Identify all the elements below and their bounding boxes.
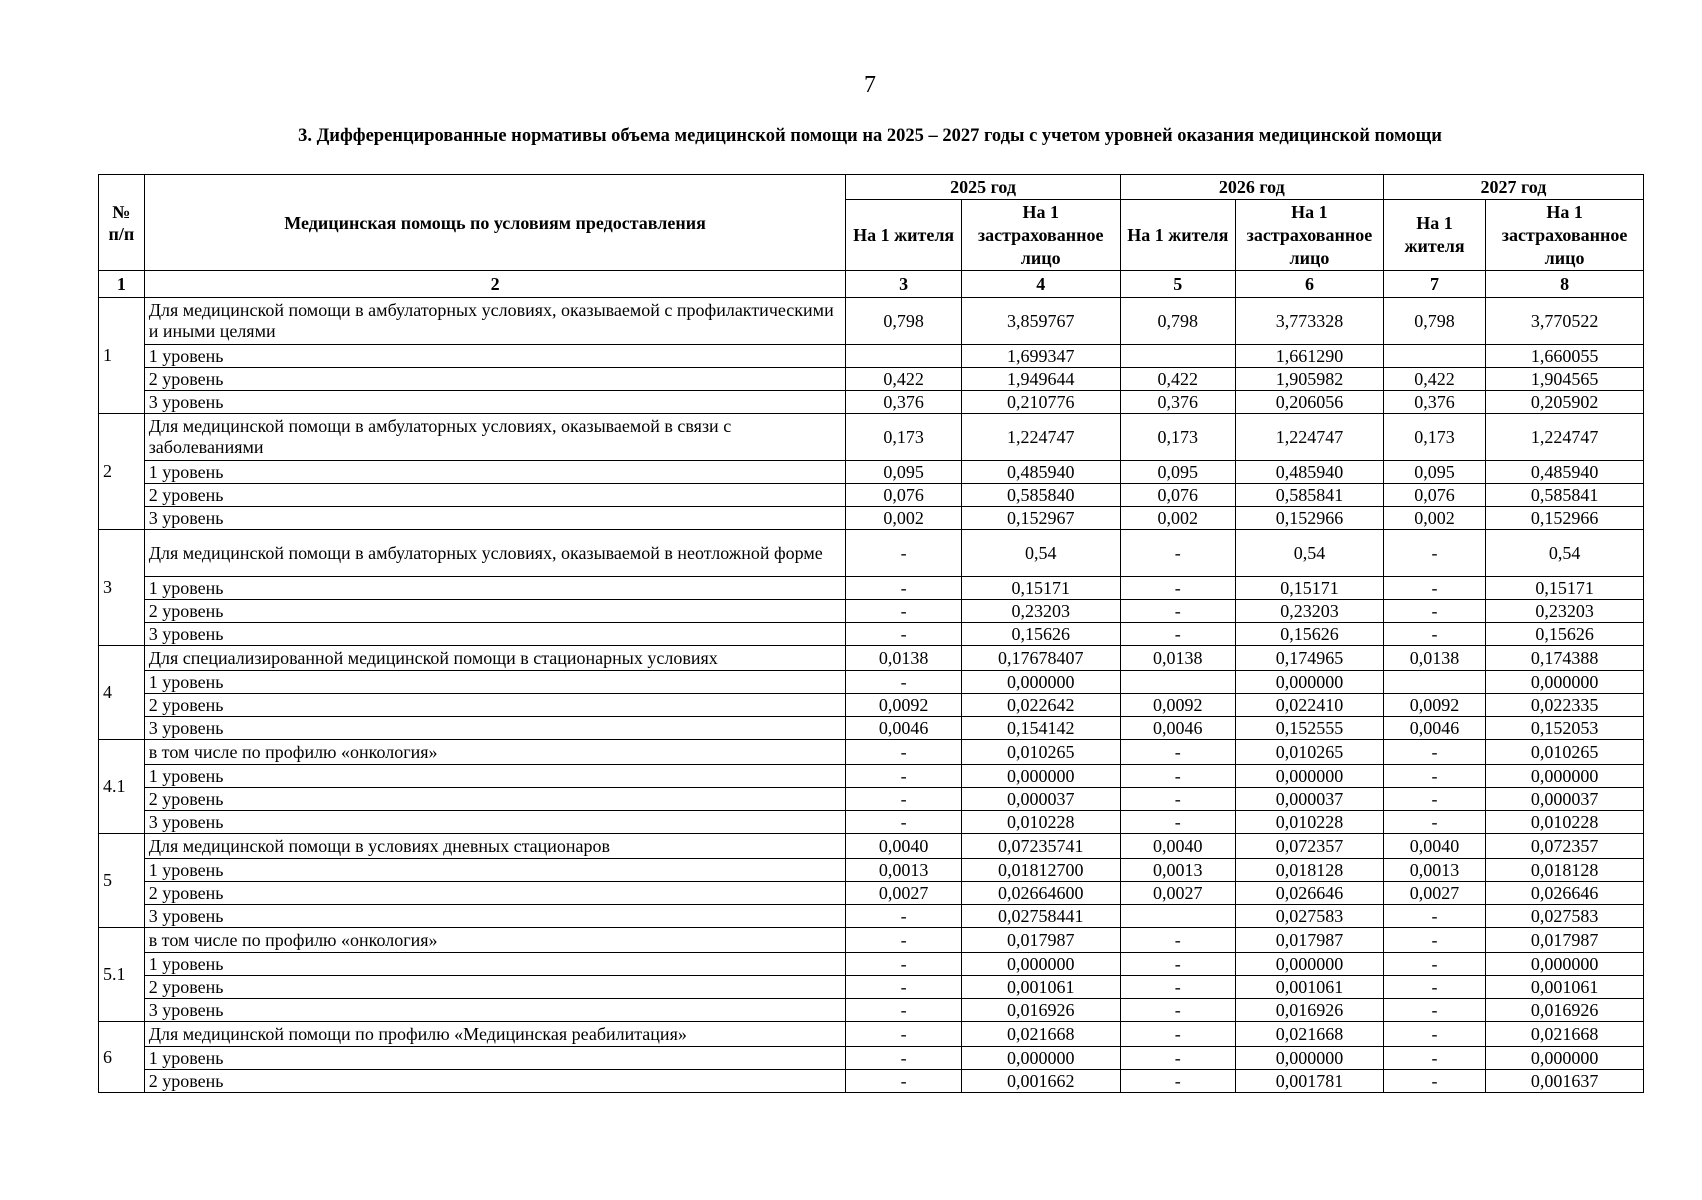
table-row [99,507,1644,530]
value-per-insured: 0,000000 [1486,671,1644,694]
table-header [99,175,1644,298]
value-per-insured: 0,001061 [1486,976,1644,999]
value-per-resident: - [1383,905,1485,928]
value-per-insured: 1,661290 [1235,345,1383,368]
value-per-resident: - [1383,999,1485,1022]
value-per-insured: 3,770522 [1486,298,1644,345]
value-per-resident: - [1120,740,1235,765]
value-per-resident: - [846,600,961,623]
value-per-resident: 0,0027 [846,882,961,905]
row-number: 5 [99,834,145,928]
value-per-insured: 0,152555 [1235,717,1383,740]
row-level-name: 2 уровень [144,882,846,905]
value-per-resident: - [1383,765,1485,788]
row-level-name: 3 уровень [144,999,846,1022]
row-category-name: Для медицинской помощи по профилю «Медицинская реабилитация» [144,1022,846,1047]
row-level-name: 1 уровень [144,859,846,882]
value-per-resident: - [846,811,961,834]
table-row [99,414,1644,461]
value-per-resident: 0,076 [1383,484,1485,507]
row-level-name: 3 уровень [144,391,846,414]
value-per-resident: - [846,999,961,1022]
table-row [99,484,1644,507]
value-per-insured: 0,001061 [1235,976,1383,999]
page-number: 7 [864,72,876,98]
row-level-name: 3 уровень [144,623,846,646]
value-per-insured: 0,206056 [1235,391,1383,414]
value-per-resident: - [1383,788,1485,811]
value-per-resident: - [1120,577,1235,600]
value-per-resident: 0,095 [1120,461,1235,484]
header-per-resident: На 1 жителя [1120,200,1235,271]
table-row [99,1047,1644,1070]
value-per-insured: 0,23203 [961,600,1120,623]
table-row [99,646,1644,671]
value-per-resident: - [1120,1047,1235,1070]
value-per-resident: - [846,905,961,928]
value-per-resident: 0,076 [846,484,961,507]
value-per-insured: 0,010228 [961,811,1120,834]
table-row [99,717,1644,740]
value-per-resident: - [1383,1070,1485,1093]
value-per-insured: 0,15626 [1486,623,1644,646]
value-per-insured: 0,154142 [961,717,1120,740]
value-per-insured: 0,07235741 [961,834,1120,859]
table-row [99,953,1644,976]
value-per-insured: 0,017987 [961,928,1120,953]
value-per-resident: - [846,765,961,788]
value-per-resident: 0,002 [846,507,961,530]
value-per-insured: 0,000000 [1235,953,1383,976]
row-level-name: 3 уровень [144,507,846,530]
value-per-insured: 0,021668 [1486,1022,1644,1047]
row-level-name: 1 уровень [144,953,846,976]
value-per-resident: - [1383,530,1485,577]
value-per-insured: 0,016926 [1235,999,1383,1022]
table-row [99,740,1644,765]
value-per-insured: 0,010265 [961,740,1120,765]
column-number: 1 [99,271,145,298]
value-per-resident [1383,671,1485,694]
value-per-insured: 1,660055 [1486,345,1644,368]
value-per-resident: 0,0092 [1120,694,1235,717]
value-per-resident: 0,076 [1120,484,1235,507]
row-level-name: 2 уровень [144,1070,846,1093]
value-per-insured: 0,174965 [1235,646,1383,671]
row-number: 5.1 [99,928,145,1022]
value-per-insured: 0,152966 [1235,507,1383,530]
value-per-resident: - [846,976,961,999]
row-number: 3 [99,530,145,646]
value-per-resident: - [1120,1070,1235,1093]
value-per-resident: - [846,577,961,600]
value-per-insured: 0,152053 [1486,717,1644,740]
value-per-insured: 1,224747 [961,414,1120,461]
value-per-resident: 0,422 [1383,368,1485,391]
header-per-resident: На 1 жителя [846,200,961,271]
row-category-name: Для медицинской помощи в условиях дневных стационаров [144,834,846,859]
row-level-name: 3 уровень [144,717,846,740]
value-per-insured: 3,773328 [1235,298,1383,345]
column-number: 5 [1120,271,1235,298]
header-year-2026: 2026 год [1120,175,1383,200]
row-level-name: 2 уровень [144,600,846,623]
table-row [99,788,1644,811]
value-per-resident: 0,0040 [1120,834,1235,859]
column-number: 8 [1486,271,1644,298]
table-row [99,1070,1644,1093]
value-per-insured: 0,15626 [1235,623,1383,646]
value-per-resident: 0,0013 [1383,859,1485,882]
value-per-insured: 1,224747 [1486,414,1644,461]
value-per-resident: 0,095 [846,461,961,484]
row-level-name: 2 уровень [144,788,846,811]
row-category-name: Для медицинской помощи в амбулаторных условиях, оказываемой с профилактическими и иными целями [144,298,846,345]
value-per-insured: 0,072357 [1235,834,1383,859]
value-per-resident: 0,0046 [1120,717,1235,740]
value-per-insured: 0,152967 [961,507,1120,530]
header-year-2027: 2027 год [1383,175,1643,200]
table-row [99,600,1644,623]
value-per-resident: - [1120,623,1235,646]
value-per-insured: 0,010228 [1486,811,1644,834]
row-level-name: 1 уровень [144,1047,846,1070]
value-per-resident: - [1120,928,1235,953]
value-per-resident: 0,0027 [1120,882,1235,905]
value-per-insured: 0,000000 [961,1047,1120,1070]
value-per-insured: 0,54 [961,530,1120,577]
value-per-resident: - [1383,577,1485,600]
value-per-resident: - [1120,976,1235,999]
value-per-insured: 0,018128 [1235,859,1383,882]
value-per-resident: 0,798 [1120,298,1235,345]
value-per-insured: 0,000000 [961,671,1120,694]
value-per-resident: 0,0138 [846,646,961,671]
value-per-insured: 0,010265 [1486,740,1644,765]
value-per-resident: - [1120,953,1235,976]
column-number: 4 [961,271,1120,298]
row-level-name: 2 уровень [144,484,846,507]
header-per-resident: На 1 жителя [1383,200,1485,271]
row-category-name: в том числе по профилю «онкология» [144,928,846,953]
value-per-resident: - [846,671,961,694]
value-per-insured: 0,017987 [1486,928,1644,953]
table-row [99,859,1644,882]
value-per-resident: 0,0092 [846,694,961,717]
value-per-resident: - [846,740,961,765]
value-per-resident: 0,173 [1120,414,1235,461]
value-per-resident: 0,002 [1120,507,1235,530]
value-per-insured: 0,54 [1486,530,1644,577]
table-row [99,882,1644,905]
value-per-insured: 0,15171 [1235,577,1383,600]
value-per-resident: 0,0046 [1383,717,1485,740]
row-category-name: в том числе по профилю «онкология» [144,740,846,765]
row-level-name: 1 уровень [144,577,846,600]
value-per-resident: 0,376 [846,391,961,414]
value-per-resident: 0,0013 [846,859,961,882]
value-per-insured: 0,02664600 [961,882,1120,905]
header-per-insured: На 1 застрахованное лицо [961,200,1120,271]
value-per-resident: - [1383,811,1485,834]
value-per-resident: 0,0092 [1383,694,1485,717]
table-row [99,530,1644,577]
value-per-insured: 0,15171 [961,577,1120,600]
header-years-row [99,175,1644,200]
value-per-insured: 0,000000 [1486,1047,1644,1070]
value-per-resident: 0,002 [1383,507,1485,530]
value-per-insured: 0,026646 [1235,882,1383,905]
value-per-insured: 0,000000 [1235,1047,1383,1070]
value-per-insured: 0,000037 [961,788,1120,811]
value-per-resident: - [1383,600,1485,623]
value-per-resident: - [1383,1047,1485,1070]
table-row [99,368,1644,391]
table-row [99,671,1644,694]
value-per-resident: - [1383,976,1485,999]
value-per-insured: 0,485940 [961,461,1120,484]
header-year-2025: 2025 год [846,175,1120,200]
value-per-insured: 0,000000 [1235,671,1383,694]
value-per-insured: 0,026646 [1486,882,1644,905]
value-per-resident: - [1383,953,1485,976]
value-per-insured: 1,699347 [961,345,1120,368]
section-heading: 3. Дифференцированные нормативы объема медицинской помощи на 2025 – 2027 годы с учетом уровней оказания медицинской помощи [298,126,1442,146]
column-number: 2 [144,271,846,298]
value-per-resident: - [1120,600,1235,623]
value-per-insured: 0,022335 [1486,694,1644,717]
value-per-insured: 0,027583 [1235,905,1383,928]
value-per-resident: 0,376 [1383,391,1485,414]
row-level-name: 2 уровень [144,976,846,999]
column-number: 6 [1235,271,1383,298]
table-row [99,345,1644,368]
value-per-resident: - [1383,1022,1485,1047]
value-per-resident: - [846,788,961,811]
value-per-insured: 0,027583 [1486,905,1644,928]
value-per-insured: 0,018128 [1486,859,1644,882]
row-level-name: 1 уровень [144,671,846,694]
header-no: № п/п [99,175,145,271]
header-name: Медицинская помощь по условиям предоставления [144,175,846,271]
value-per-insured: 0,022642 [961,694,1120,717]
value-per-insured: 0,010228 [1235,811,1383,834]
value-per-insured: 0,23203 [1235,600,1383,623]
value-per-resident [846,345,961,368]
table-row [99,834,1644,859]
column-number: 3 [846,271,961,298]
value-per-insured: 0,001781 [1235,1070,1383,1093]
value-per-resident: 0,095 [1383,461,1485,484]
value-per-insured: 0,585841 [1235,484,1383,507]
header-per-insured: На 1 застрахованное лицо [1486,200,1644,271]
table-row [99,461,1644,484]
value-per-insured: 0,001061 [961,976,1120,999]
row-number: 4 [99,646,145,740]
value-per-resident: 0,0013 [1120,859,1235,882]
value-per-resident: 0,0027 [1383,882,1485,905]
value-per-insured: 0,016926 [961,999,1120,1022]
value-per-insured: 3,859767 [961,298,1120,345]
value-per-insured: 0,17678407 [961,646,1120,671]
row-level-name: 3 уровень [144,905,846,928]
row-number: 2 [99,414,145,530]
row-level-name: 1 уровень [144,461,846,484]
row-level-name: 2 уровень [144,368,846,391]
value-per-insured: 0,02758441 [961,905,1120,928]
header-column-numbers-row [99,271,1644,298]
table-row [99,577,1644,600]
value-per-resident: - [846,623,961,646]
table-row [99,391,1644,414]
norms-table [98,174,1644,1093]
value-per-insured: 0,54 [1235,530,1383,577]
value-per-resident: 0,0040 [846,834,961,859]
value-per-resident: 0,376 [1120,391,1235,414]
row-category-name: Для специализированной медицинской помощи в стационарных условиях [144,646,846,671]
value-per-insured: 0,072357 [1486,834,1644,859]
value-per-resident: - [1383,740,1485,765]
value-per-resident: - [846,953,961,976]
value-per-insured: 1,905982 [1235,368,1383,391]
value-per-resident: - [1120,788,1235,811]
value-per-insured: 0,485940 [1235,461,1383,484]
table-row [99,976,1644,999]
column-number: 7 [1383,271,1485,298]
table-row [99,1022,1644,1047]
value-per-insured: 0,001662 [961,1070,1120,1093]
value-per-insured: 0,585841 [1486,484,1644,507]
value-per-resident: - [846,1022,961,1047]
value-per-resident: - [846,1047,961,1070]
value-per-insured: 0,000000 [1486,765,1644,788]
row-level-name: 1 уровень [144,345,846,368]
value-per-resident: - [1383,928,1485,953]
value-per-insured: 0,585840 [961,484,1120,507]
table-row [99,765,1644,788]
value-per-insured: 0,205902 [1486,391,1644,414]
value-per-resident: - [1120,811,1235,834]
value-per-resident: - [846,928,961,953]
table-body [99,298,1644,1093]
table-row [99,811,1644,834]
value-per-insured: 1,224747 [1235,414,1383,461]
value-per-insured: 0,23203 [1486,600,1644,623]
value-per-resident: - [1120,530,1235,577]
table-row [99,298,1644,345]
value-per-insured: 0,001637 [1486,1070,1644,1093]
row-level-name: 1 уровень [144,765,846,788]
value-per-resident: - [1383,623,1485,646]
value-per-insured: 0,485940 [1486,461,1644,484]
value-per-insured: 0,010265 [1235,740,1383,765]
value-per-insured: 0,021668 [961,1022,1120,1047]
value-per-resident: - [846,1070,961,1093]
value-per-insured: 0,000000 [961,953,1120,976]
value-per-insured: 0,000000 [1235,765,1383,788]
value-per-resident: - [1120,765,1235,788]
value-per-resident: 0,798 [846,298,961,345]
row-level-name: 2 уровень [144,694,846,717]
value-per-insured: 0,000000 [961,765,1120,788]
row-level-name: 3 уровень [144,811,846,834]
table-row [99,694,1644,717]
value-per-resident: 0,0046 [846,717,961,740]
value-per-insured: 0,000037 [1486,788,1644,811]
table-row [99,928,1644,953]
value-per-insured: 0,022410 [1235,694,1383,717]
row-category-name: Для медицинской помощи в амбулаторных условиях, оказываемой в связи с заболеваниями [144,414,846,461]
value-per-insured: 0,000000 [1486,953,1644,976]
value-per-insured: 0,017987 [1235,928,1383,953]
row-number: 6 [99,1022,145,1093]
value-per-resident [1120,345,1235,368]
value-per-insured: 0,210776 [961,391,1120,414]
value-per-insured: 0,15626 [961,623,1120,646]
value-per-insured: 0,021668 [1235,1022,1383,1047]
value-per-resident [1383,345,1485,368]
value-per-resident: - [846,530,961,577]
table-row [99,999,1644,1022]
value-per-resident: 0,0040 [1383,834,1485,859]
value-per-resident: - [1120,1022,1235,1047]
value-per-insured: 0,15171 [1486,577,1644,600]
value-per-resident: 0,0138 [1120,646,1235,671]
value-per-resident [1120,905,1235,928]
header-per-insured: На 1 застрахованное лицо [1235,200,1383,271]
table-row [99,905,1644,928]
value-per-insured: 0,01812700 [961,859,1120,882]
value-per-insured: 1,949644 [961,368,1120,391]
value-per-resident: 0,173 [846,414,961,461]
row-number: 4.1 [99,740,145,834]
table-row [99,623,1644,646]
value-per-insured: 0,152966 [1486,507,1644,530]
value-per-resident: 0,0138 [1383,646,1485,671]
row-category-name: Для медицинской помощи в амбулаторных условиях, оказываемой в неотложной форме [144,530,846,577]
value-per-insured: 0,174388 [1486,646,1644,671]
value-per-insured: 1,904565 [1486,368,1644,391]
value-per-insured: 0,000037 [1235,788,1383,811]
value-per-resident: 0,422 [846,368,961,391]
value-per-resident: 0,422 [1120,368,1235,391]
row-number: 1 [99,298,145,414]
value-per-resident [1120,671,1235,694]
value-per-resident: 0,798 [1383,298,1485,345]
value-per-resident: 0,173 [1383,414,1485,461]
value-per-resident: - [1120,999,1235,1022]
value-per-insured: 0,016926 [1486,999,1644,1022]
